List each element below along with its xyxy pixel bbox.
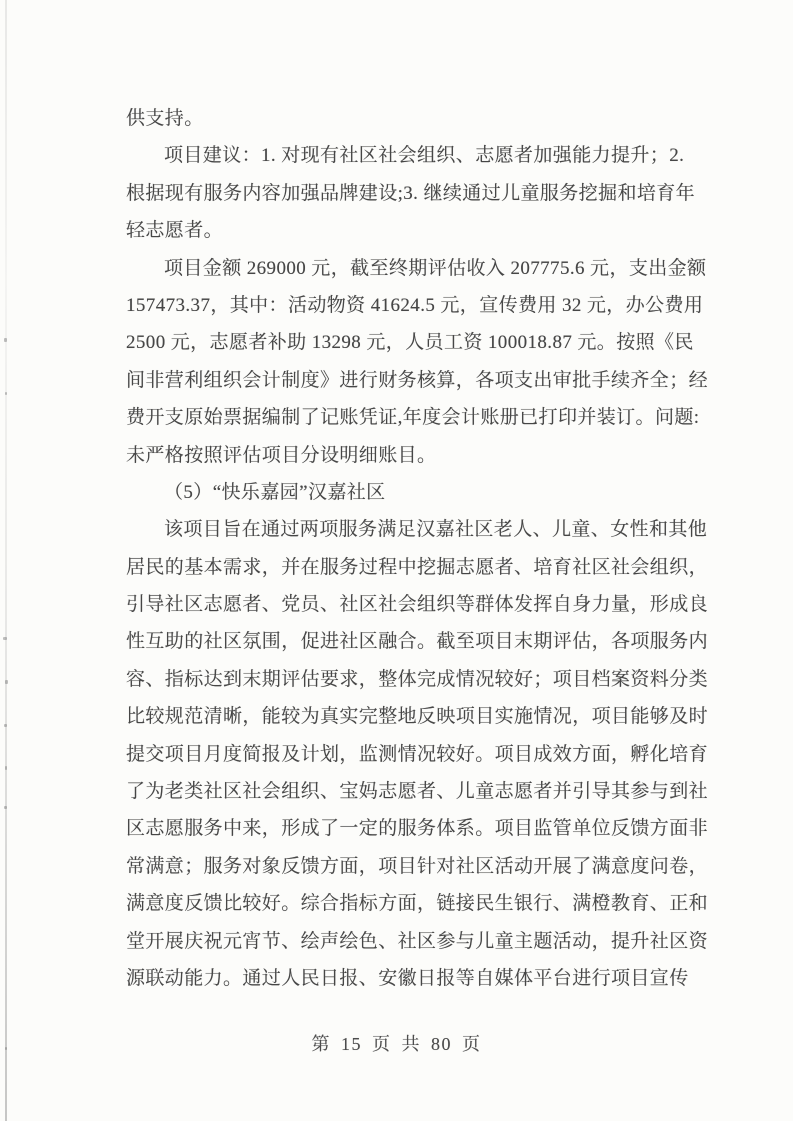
text-line: 该项目旨在通过两项服务满足汉嘉社区老人、儿童、女性和其他 <box>164 519 708 541</box>
scan-speck <box>4 338 7 342</box>
text-line: 间非营利组织会计制度》进行财务核算，各项支出审批手续齐全；经 <box>126 369 709 391</box>
text-line: 居民的基本需求，并在服务过程中挖掘志愿者、培育社区社会组织， <box>126 556 709 578</box>
text-line: 堂开展庆祝元宵节、绘声绘色、社区参与儿童主题活动，提升社区资 <box>126 930 709 952</box>
scan-edge-artifact <box>5 0 7 1121</box>
text-line: 157473.37，其中：活动物资 41624.5 元，宣传费用 32 元，办公费用 <box>126 294 704 316</box>
document-body <box>126 100 712 997</box>
text-line: 满意度反馈比较好。综合指标方面，链接民生银行、满橙教育、正和 <box>126 893 709 915</box>
text-line: 了为老类社区社会组织、宝妈志愿者、儿童志愿者并引导其参与到社 <box>126 781 709 803</box>
text-line: 引导社区志愿者、党员、社区社会组织等群体发挥自身力量，形成良 <box>126 594 709 616</box>
text-line: 供支持。 <box>126 108 204 129</box>
scan-speck <box>4 724 7 727</box>
text-line: 源联动能力。通过人民日报、安徽日报等自媒体平台进行项目宣传 <box>126 967 689 989</box>
text-line: 性互助的社区氛围，促进社区融合。截至项目末期评估，各项服务内 <box>126 631 709 653</box>
text-line: 2500 元，志愿者补助 13298 元，人员工资 100018.87 元。按照《民 <box>126 332 694 354</box>
text-line: 比较规范清晰，能较为真实完整地反映项目实施情况，项目能够及时 <box>126 706 709 728</box>
text-line: 项目金额 269000 元，截至终期评估收入 207775.6 元，支出金额 <box>164 257 707 279</box>
text-line: 费开支原始票据编制了记账凭证,年度会计账册已打印并装订。问题: <box>126 407 700 429</box>
text-line: 轻志愿者。 <box>126 220 224 242</box>
scan-speck <box>5 392 7 395</box>
text-line: 区志愿服务中来，形成了一定的服务体系。项目监管单位反馈方面非 <box>126 818 709 840</box>
text-line: 常满意；服务对象反馈方面，项目针对社区活动开展了满意度问卷， <box>126 855 709 877</box>
scan-speck <box>5 680 8 684</box>
text-line: 容、指标达到末期评估要求，整体完成情况较好；项目档案资料分类 <box>126 668 709 690</box>
page-number-footer: 第 15 页 共 80 页 <box>311 1034 482 1054</box>
scan-speck <box>5 766 7 770</box>
text-line: 项目建议：1. 对现有社区社会组织、志愿者加强能力提升；2. <box>164 145 685 167</box>
scan-speck <box>3 637 7 640</box>
scan-speck <box>4 806 7 809</box>
text-line: （5）“快乐嘉园”汉嘉社区 <box>164 481 386 503</box>
text-line: 根据现有服务内容加强品牌建设;3. 继续通过儿童服务挖掘和培育年 <box>126 182 696 204</box>
text-line: 未严格按照评估项目分设明细账目。 <box>126 444 437 466</box>
text-line: 提交项目月度简报及计划，监测情况较好。项目成效方面，孵化培育 <box>126 743 709 765</box>
